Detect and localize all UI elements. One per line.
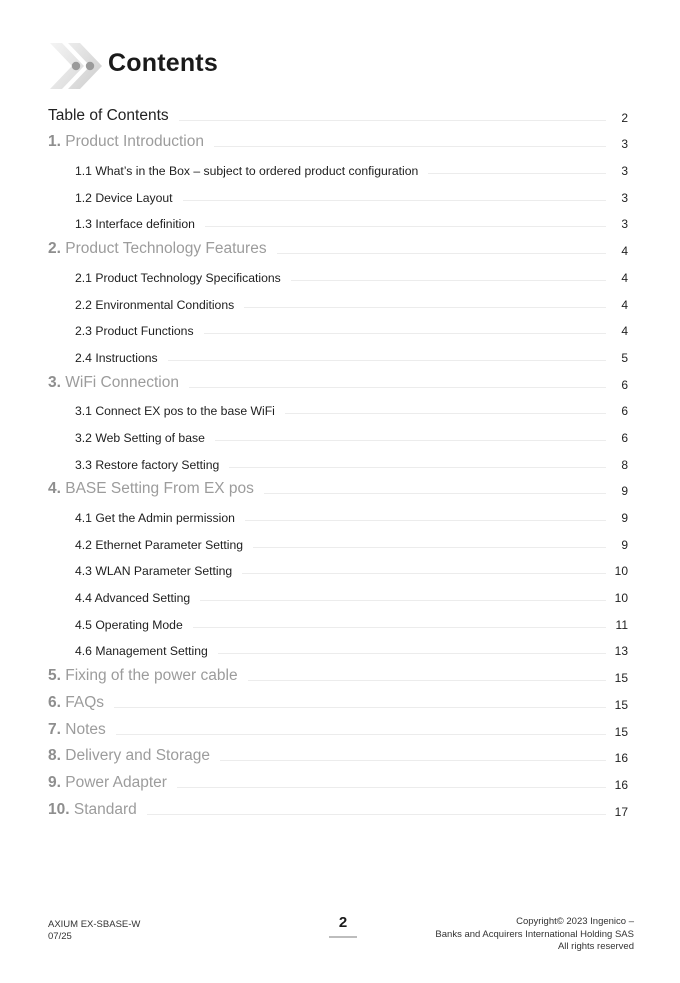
toc-section-number: 8. [48,747,61,765]
toc-entry-title [48,374,179,392]
toc-entry[interactable] [48,771,628,798]
page-title: Contents [108,49,218,77]
toc-entry[interactable] [48,131,628,158]
toc-entry[interactable] [48,104,628,131]
toc-section-number: 1. [48,133,61,151]
toc-section-number: 2. [48,240,61,258]
toc-section-title: FAQs [65,693,105,711]
toc-leader-line [183,200,606,201]
toc-section-number: 9. [48,773,61,791]
toc-entry-title: 4.1 Get the Admin permission [75,511,235,525]
toc-leader-line [245,520,606,521]
toc-entry[interactable] [48,531,628,558]
toc-page-number: 10 [614,564,628,579]
toc-entry[interactable] [48,718,628,745]
toc-section-number: 10. [48,800,70,818]
toc-entry-title: 4.5 Operating Mode [75,617,183,632]
toc-entry-title [48,694,104,712]
toc-entry-title [48,721,106,739]
toc-entry-title: 3.1 Connect EX pos to the base WiFi [75,404,275,419]
toc-entry-title [48,774,167,792]
toc-page-number: 16 [614,751,628,766]
toc-leader-line [253,547,606,548]
toc-entry-title: 4.6 Management Setting [75,644,208,659]
toc-entry-title: 3.3 Restore factory Setting [75,457,220,472]
toc-entry[interactable] [48,638,628,665]
toc-leader-line [189,387,606,388]
toc-entry-title: 1.2 Device Layout [75,190,173,205]
toc-entry[interactable] [48,664,628,691]
toc-page-number: 15 [614,697,628,712]
toc-leader-line [179,120,606,121]
table-of-contents [48,104,628,825]
toc-entry-title [48,480,254,498]
toc-section-number: 7. [48,720,61,738]
toc-page-number: 9 [621,484,628,499]
toc-leader-line [214,146,606,147]
toc-leader-line [114,707,606,708]
toc-page-number: 4 [621,244,628,259]
toc-leader-line [248,680,606,681]
toc-entry-title: 2.2 Environmental Conditions [75,297,235,312]
toc-section-title: BASE Setting From EX pos [65,480,254,498]
toc-section-title: Product Technology Features [65,240,267,258]
footer-copyright [435,916,634,954]
toc-leader-line [285,413,606,414]
toc-page-number: 16 [614,777,628,792]
toc-page-number: 6 [621,404,628,419]
toc-section-title: WiFi Connection [65,373,179,391]
toc-leader-line [168,360,606,361]
toc-page-number: 17 [614,804,628,819]
toc-leader-line [229,467,606,468]
toc-entry-title [48,133,204,151]
toc-entry[interactable] [48,398,628,425]
toc-page-number: 4 [621,270,628,285]
page-number-underline [329,936,357,938]
toc-page-number: 9 [621,537,628,552]
toc-entry-title: 2.1 Product Technology Specifications [75,270,281,285]
toc-entry[interactable] [48,371,628,398]
toc-leader-line [220,760,606,761]
toc-page-number: 2 [621,110,628,125]
toc-leader-line [200,600,606,601]
toc-leader-line [116,734,606,735]
double-chevron-icon [48,40,112,92]
toc-section-number: 3. [48,373,61,391]
toc-page-number: 15 [614,671,628,686]
toc-page-number: 8 [621,457,628,472]
toc-entry-title: 2.3 Product Functions [75,324,194,339]
toc-entry-title: 1.3 Interface definition [75,217,195,232]
toc-page-number: 11 [615,617,628,632]
toc-entry-title: 1.1 What’s in the Box – subject to ordered product configuration [75,164,419,179]
toc-entry[interactable] [48,211,628,238]
toc-leader-line [193,627,606,628]
toc-entry[interactable] [48,504,628,531]
toc-section-title: Product Introduction [65,133,204,151]
toc-leader-line [244,307,606,308]
toc-entry[interactable] [48,424,628,451]
toc-section-number: 5. [48,667,61,685]
toc-page-number: 10 [614,591,628,606]
toc-entry[interactable] [48,691,628,718]
page-header [48,40,348,92]
toc-entry-title [48,801,137,819]
footer-date: 07/25 [48,931,72,942]
toc-page-number: 6 [621,377,628,392]
toc-section-title: Fixing of the power cable [65,667,238,685]
toc-page-number: 3 [621,137,628,152]
toc-page-number: 13 [614,644,628,659]
toc-entry[interactable] [48,611,628,638]
toc-section-title: Delivery and Storage [65,747,210,765]
toc-entry[interactable] [48,745,628,772]
page-number: 2 [338,914,348,931]
toc-entry[interactable] [48,451,628,478]
toc-entry-title [48,667,238,685]
toc-entry[interactable] [48,184,628,211]
toc-page-number: 6 [621,430,628,445]
toc-page-number: 4 [621,324,628,339]
toc-leader-line [177,787,606,788]
toc-leader-line [428,173,606,174]
toc-page-number: 5 [621,350,628,365]
toc-entry-title [48,747,210,765]
footer-page-number [328,914,358,938]
toc-entry[interactable] [48,157,628,184]
toc-entry[interactable] [48,798,628,825]
toc-entry[interactable] [48,478,628,505]
toc-page-number: 3 [621,190,628,205]
toc-entry-title: Table of Contents [48,106,169,124]
toc-leader-line [205,226,606,227]
toc-entry[interactable] [48,558,628,585]
toc-page-number: 3 [621,164,628,179]
toc-entry-title: 4.4 Advanced Setting [75,591,191,606]
toc-entry[interactable] [48,344,628,371]
toc-page-number: 4 [621,297,628,312]
toc-entry-title: 3.2 Web Setting of base [75,430,205,445]
toc-page-number: 15 [614,724,628,739]
footer-model-info [48,919,140,943]
toc-entry-title [48,240,267,258]
toc-entry[interactable] [48,237,628,264]
copyright-line: All rights reserved [557,941,634,952]
toc-leader-line [147,814,606,815]
toc-leader-line [218,653,606,654]
toc-entry-title: 4.2 Ethernet Parameter Setting [75,537,244,552]
toc-entry-title: 4.3 WLAN Parameter Setting [75,564,233,579]
toc-section-number: 6. [48,693,61,711]
toc-entry[interactable] [48,584,628,611]
toc-section-title: Power Adapter [65,773,167,791]
toc-entry[interactable] [48,318,628,345]
toc-leader-line [242,573,606,574]
toc-page-number: 3 [621,217,628,232]
toc-page-number: 9 [621,511,628,525]
toc-leader-line [204,333,606,334]
toc-section-number: 4. [48,480,61,498]
toc-leader-line [277,253,606,254]
copyright-line: Banks and Acquirers International Holding SAS [435,928,634,940]
footer-model: AXIUM EX-SBASE-W [48,919,141,930]
copyright-line: Copyright© 2023 Ingenico – [516,916,634,927]
toc-leader-line [291,280,606,281]
toc-entry[interactable] [48,264,628,291]
toc-entry-title: 2.4 Instructions [75,350,158,365]
toc-leader-line [264,493,606,494]
toc-entry[interactable] [48,291,628,318]
toc-section-title: Notes [65,720,106,738]
toc-leader-line [215,440,606,441]
toc-section-title: Standard [73,800,137,818]
